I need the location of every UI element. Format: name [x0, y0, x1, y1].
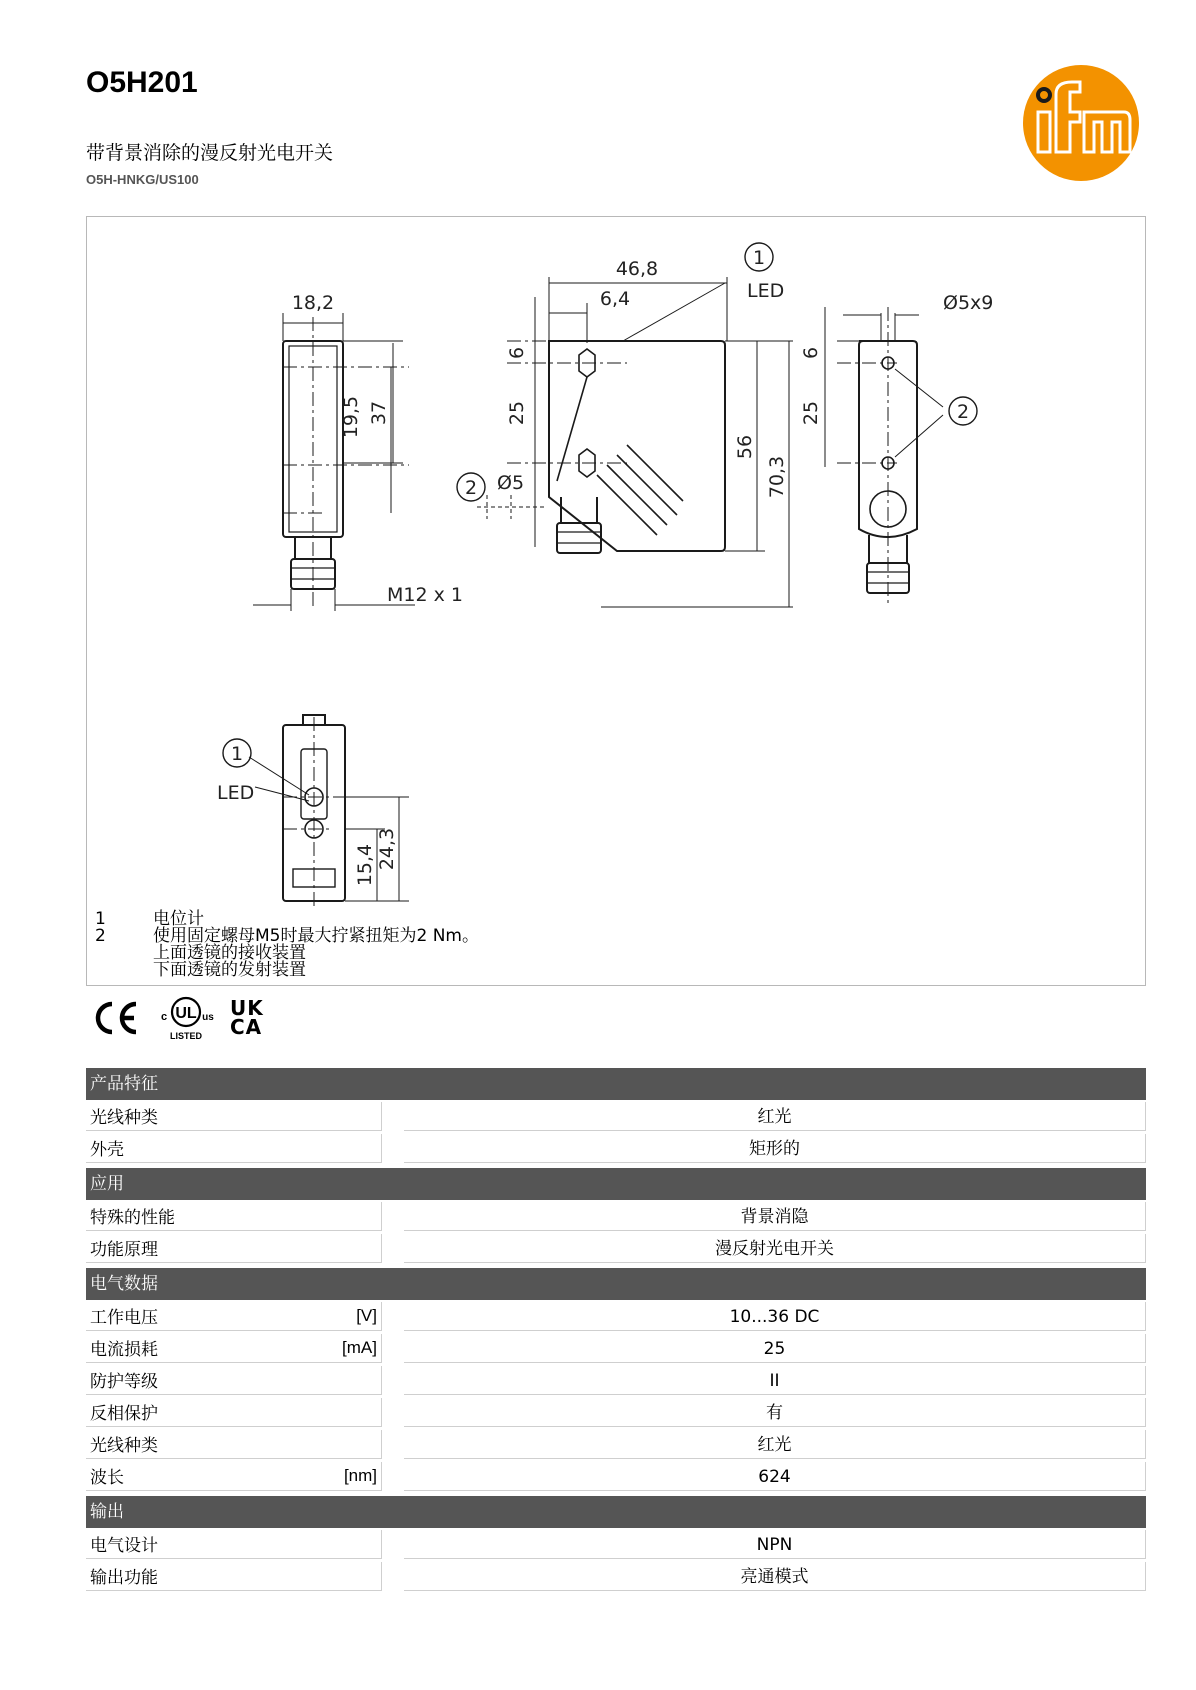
spec-value: 红光 — [404, 1430, 1146, 1459]
spec-row — [86, 1100, 1146, 1132]
spec-value: 25 — [404, 1334, 1146, 1363]
ul-us: us — [202, 1012, 214, 1023]
spec-label-cell — [86, 1102, 382, 1131]
dim-slot: Ø5x9 — [943, 292, 994, 314]
spec-label: 输出功能 — [90, 1568, 158, 1588]
dim-hole-5: Ø5 — [497, 472, 525, 494]
spec-label-cell — [86, 1562, 382, 1591]
ukca-top: UK — [230, 996, 264, 1020]
callout-1-side: 1 — [752, 247, 766, 269]
spec-label: 光线种类 — [90, 1108, 158, 1128]
label-led-top: LED — [217, 782, 255, 804]
spec-row — [86, 1428, 1146, 1460]
spec-unit: [nm] — [343, 1465, 377, 1485]
spec-label: 特殊的性能 — [90, 1208, 175, 1228]
spec-label: 工作电压 — [90, 1308, 158, 1328]
spec-label: 反相保护 — [90, 1404, 158, 1424]
spec-label-cell — [86, 1134, 382, 1163]
spec-label-cell — [86, 1530, 382, 1559]
spec-value: 有 — [404, 1398, 1146, 1427]
legend-text-1: 电位计 — [153, 909, 204, 929]
callout-2-back: 2 — [956, 401, 970, 423]
ul-listed-mark — [156, 994, 216, 1042]
spec-row — [86, 1200, 1146, 1232]
dim-width-46-8: 46,8 — [615, 258, 659, 280]
spec-label-cell — [86, 1334, 382, 1363]
spec-unit: [V] — [356, 1305, 377, 1325]
dim-height-37: 37 — [368, 400, 390, 426]
spec-row — [86, 1528, 1146, 1560]
ul-c: c — [160, 1011, 168, 1023]
spec-label: 防护等级 — [90, 1372, 158, 1392]
spec-row — [86, 1364, 1146, 1396]
spec-label-cell — [86, 1302, 382, 1331]
spec-value: NPN — [404, 1530, 1146, 1559]
spec-value: 10...36 DC — [404, 1302, 1146, 1331]
ifm-logo — [1022, 64, 1140, 182]
technical-drawing — [87, 217, 1147, 907]
spec-value: 亮通模式 — [404, 1562, 1146, 1591]
legend-num-2: 2 — [95, 926, 106, 946]
legend-num-1: 1 — [95, 909, 106, 929]
dim-thread: M12 x 1 — [387, 584, 463, 606]
spec-unit: [mA] — [342, 1337, 377, 1357]
section-header: 产品特征 — [86, 1068, 1146, 1100]
section-header: 电气数据 — [86, 1268, 1146, 1300]
dim-height-15-4: 15,4 — [354, 843, 376, 887]
ukca-mark — [230, 996, 264, 1039]
spec-value: 矩形的 — [404, 1134, 1146, 1163]
specification-table — [86, 1068, 1146, 1592]
spec-value: II — [404, 1366, 1146, 1395]
certification-marks — [92, 994, 264, 1042]
dimension-drawing — [86, 216, 1146, 986]
spec-label-cell — [86, 1462, 382, 1491]
spec-row — [86, 1560, 1146, 1592]
spec-row — [86, 1460, 1146, 1492]
legend-text-2c: 下面透镜的发射装置 — [153, 960, 306, 980]
spec-label-cell — [86, 1202, 382, 1231]
product-title: O5H201 — [86, 66, 198, 99]
spec-label: 功能原理 — [90, 1240, 158, 1260]
spec-value: 背景消隐 — [404, 1202, 1146, 1231]
ul-listed: LISTED — [169, 1031, 203, 1041]
product-model: O5H-HNKG/US100 — [86, 172, 199, 187]
legend-text-2b: 上面透镜的接收装置 — [153, 943, 306, 963]
spec-label-cell — [86, 1234, 382, 1263]
dim-width-6-4: 6,4 — [599, 288, 631, 310]
spec-label: 电气设计 — [90, 1536, 158, 1556]
section-header: 应用 — [86, 1168, 1146, 1200]
spec-label: 外壳 — [90, 1140, 124, 1160]
legend-text-2a: 使用固定螺母M5时最大拧紧扭矩为2 Nm。 — [153, 926, 479, 946]
label-led-side: LED — [747, 280, 785, 302]
callout-1-top: 1 — [230, 743, 244, 765]
spec-row — [86, 1332, 1146, 1364]
spec-label-cell — [86, 1398, 382, 1427]
spec-row — [86, 1232, 1146, 1264]
dim-height-25b: 25 — [800, 400, 822, 426]
spec-label: 波长 — [90, 1468, 124, 1488]
dim-height-25a: 25 — [506, 400, 528, 426]
callout-2-side: 2 — [464, 477, 478, 499]
spec-value: 红光 — [404, 1102, 1146, 1131]
spec-value: 漫反射光电开关 — [404, 1234, 1146, 1263]
spec-label: 电流损耗 — [90, 1340, 158, 1360]
product-subtitle: 带背景消除的漫反射光电开关 — [86, 142, 334, 164]
dim-height-70-3: 70,3 — [766, 455, 788, 499]
spec-row — [86, 1396, 1146, 1428]
ce-mark — [92, 998, 142, 1038]
dim-height-56: 56 — [734, 434, 756, 460]
spec-row — [86, 1300, 1146, 1332]
spec-value: 624 — [404, 1462, 1146, 1491]
dim-width-18-2: 18,2 — [291, 292, 335, 314]
dim-height-24-3: 24,3 — [376, 827, 398, 871]
section-header: 输出 — [86, 1496, 1146, 1528]
ukca-bottom: CA — [230, 1015, 263, 1039]
spec-label-cell — [86, 1366, 382, 1395]
ul-text: UL — [175, 1005, 197, 1022]
spec-label-cell — [86, 1430, 382, 1459]
dim-height-6a: 6 — [506, 346, 528, 360]
spec-row — [86, 1132, 1146, 1164]
dim-height-6b: 6 — [800, 346, 822, 360]
dim-height-19-5: 19,5 — [340, 395, 362, 439]
spec-label: 光线种类 — [90, 1436, 158, 1456]
side-view-housing — [549, 341, 725, 551]
drawing-legend — [95, 911, 479, 979]
